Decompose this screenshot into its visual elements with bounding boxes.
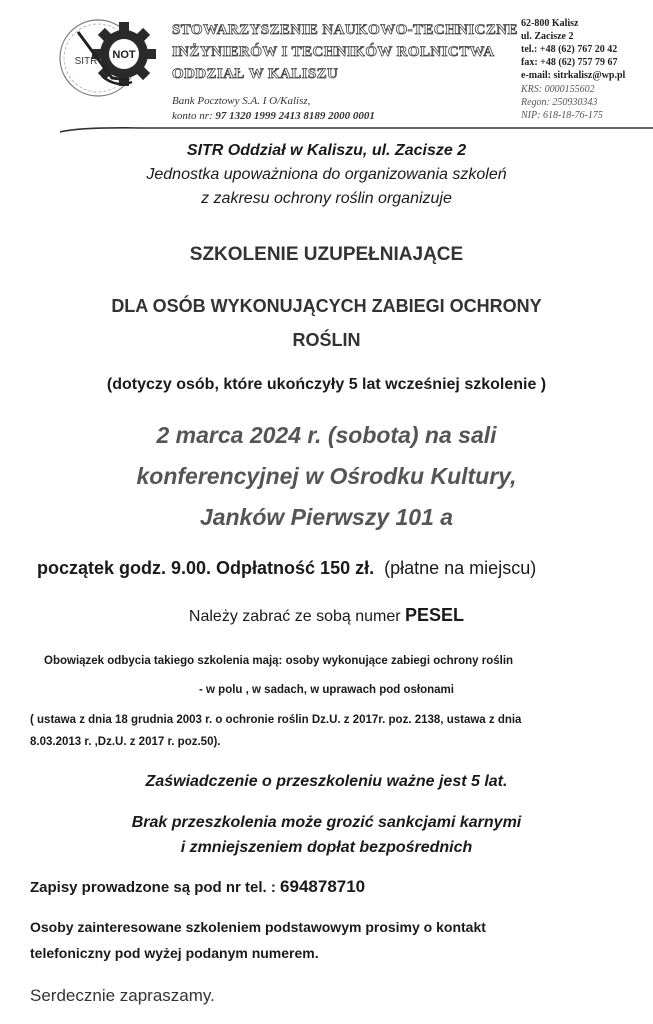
org-name-line-1: STOWARZYSZENIE NAUKOWO-TECHNICZNE <box>172 22 518 38</box>
bank-name: Bank Pocztowy S.A. I O/Kalisz, <box>172 95 311 107</box>
obligation-line-2: - w polu , w sadach, w uprawach pod osłonami <box>199 684 454 696</box>
obligation-line-1: Obowiązek odbycia takiego szkolenia mają: osoby wykonujące zabiegi ochrony roślin <box>44 655 514 667</box>
org-name-line-3: ODDZIAŁ W KALISZU <box>172 66 339 82</box>
training-title: SZKOLENIE UZUPEŁNIAJĄCE <box>189 244 464 265</box>
intro-authorization: Jednostka upoważniona do organizowania szkoleń <box>146 166 507 183</box>
registration-label: Zapisy prowadzone są pod nr tel. : <box>30 879 281 896</box>
logo-sitr-text: SITR <box>74 56 98 67</box>
basic-training-line-2: telefoniczny pod wyżej podanym numerem. <box>30 945 319 961</box>
contact-email[interactable]: e-mail: sitrkalisz@wp.pl <box>521 70 626 81</box>
law-reference-line-2: 8.03.2013 r. ,Dz.U. z 2017 r. poz.50). <box>30 736 221 748</box>
sitr-not-logo <box>58 6 162 110</box>
header-divider <box>60 126 653 134</box>
contact-phone: tel.: +48 (62) 767 20 42 <box>521 44 618 55</box>
registry-regon: Regon: 250930343 <box>521 97 598 108</box>
org-name-line-2: INŻYNIERÓW I TECHNIKÓW ROLNICTWA <box>172 44 495 60</box>
pesel-word: PESEL <box>405 605 465 625</box>
closing-greeting: Serdecznie zapraszamy. <box>30 986 215 1005</box>
warning-line-1: Brak przeszkolenia może grozić sankcjami karnymi <box>131 814 522 831</box>
registration-number[interactable]: 694878710 <box>280 877 366 896</box>
start-and-fee <box>37 558 536 579</box>
registration-phone <box>30 877 365 897</box>
pesel-requirement <box>0 605 653 626</box>
contact-fax: fax: +48 (62) 757 79 67 <box>521 57 618 68</box>
basic-training-line-1: Osoby zainteresowane szkoleniem podstawowym prosimy o kontakt <box>30 919 486 935</box>
registry-nip: NIP: 618-18-76-175 <box>521 110 603 121</box>
certificate-validity: Zaświadczenie o przeszkoleniu ważne jest 5 lat. <box>145 773 508 790</box>
pesel-prefix: Należy zabrać ze sobą numer <box>188 608 406 625</box>
event-address: Janków Pierwszy 101 a <box>199 504 454 530</box>
bank-account-number: 97 1320 1999 2413 8189 2000 0001 <box>215 110 375 122</box>
event-date: 2 marca 2024 r. (sobota) na sali <box>156 422 497 448</box>
registry-krs: KRS: 0000155602 <box>521 84 595 95</box>
logo-not-text: NOT <box>112 49 136 61</box>
contact-street: ul. Zacisze 2 <box>521 31 574 42</box>
payment-note: (płatne na miejscu) <box>384 558 537 578</box>
training-subtitle-line-2: ROŚLIN <box>292 330 361 350</box>
bank-account-line <box>172 110 375 122</box>
intro-org-address: SITR Oddział w Kaliszu, ul. Zacisze 2 <box>186 142 467 159</box>
start-time-fee: początek godz. 9.00. Odpłatność 150 zł. <box>37 558 375 578</box>
warning-line-2: i zmniejszeniem dopłat bezpośrednich <box>180 839 473 856</box>
law-reference-line-1: ( ustawa z dnia 18 grudnia 2003 r. o ochronie roślin Dz.U. z 2017r. poz. 2138, ustawa z dnia <box>30 714 522 726</box>
intro-scope: z zakresu ochrony roślin organizuje <box>201 190 452 207</box>
event-venue: konferencyjnej w Ośrodku Kultury, <box>136 463 517 489</box>
bank-account-label: konto nr: <box>172 110 216 122</box>
training-subtitle-line-1: DLA OSÓB WYKONUJĄCYCH ZABIEGI OCHRONY <box>111 296 542 316</box>
contact-postcode: 62-800 Kalisz <box>521 18 579 29</box>
eligibility-note: (dotyczy osób, które ukończyły 5 lat wcześniej szkolenie ) <box>106 376 547 393</box>
